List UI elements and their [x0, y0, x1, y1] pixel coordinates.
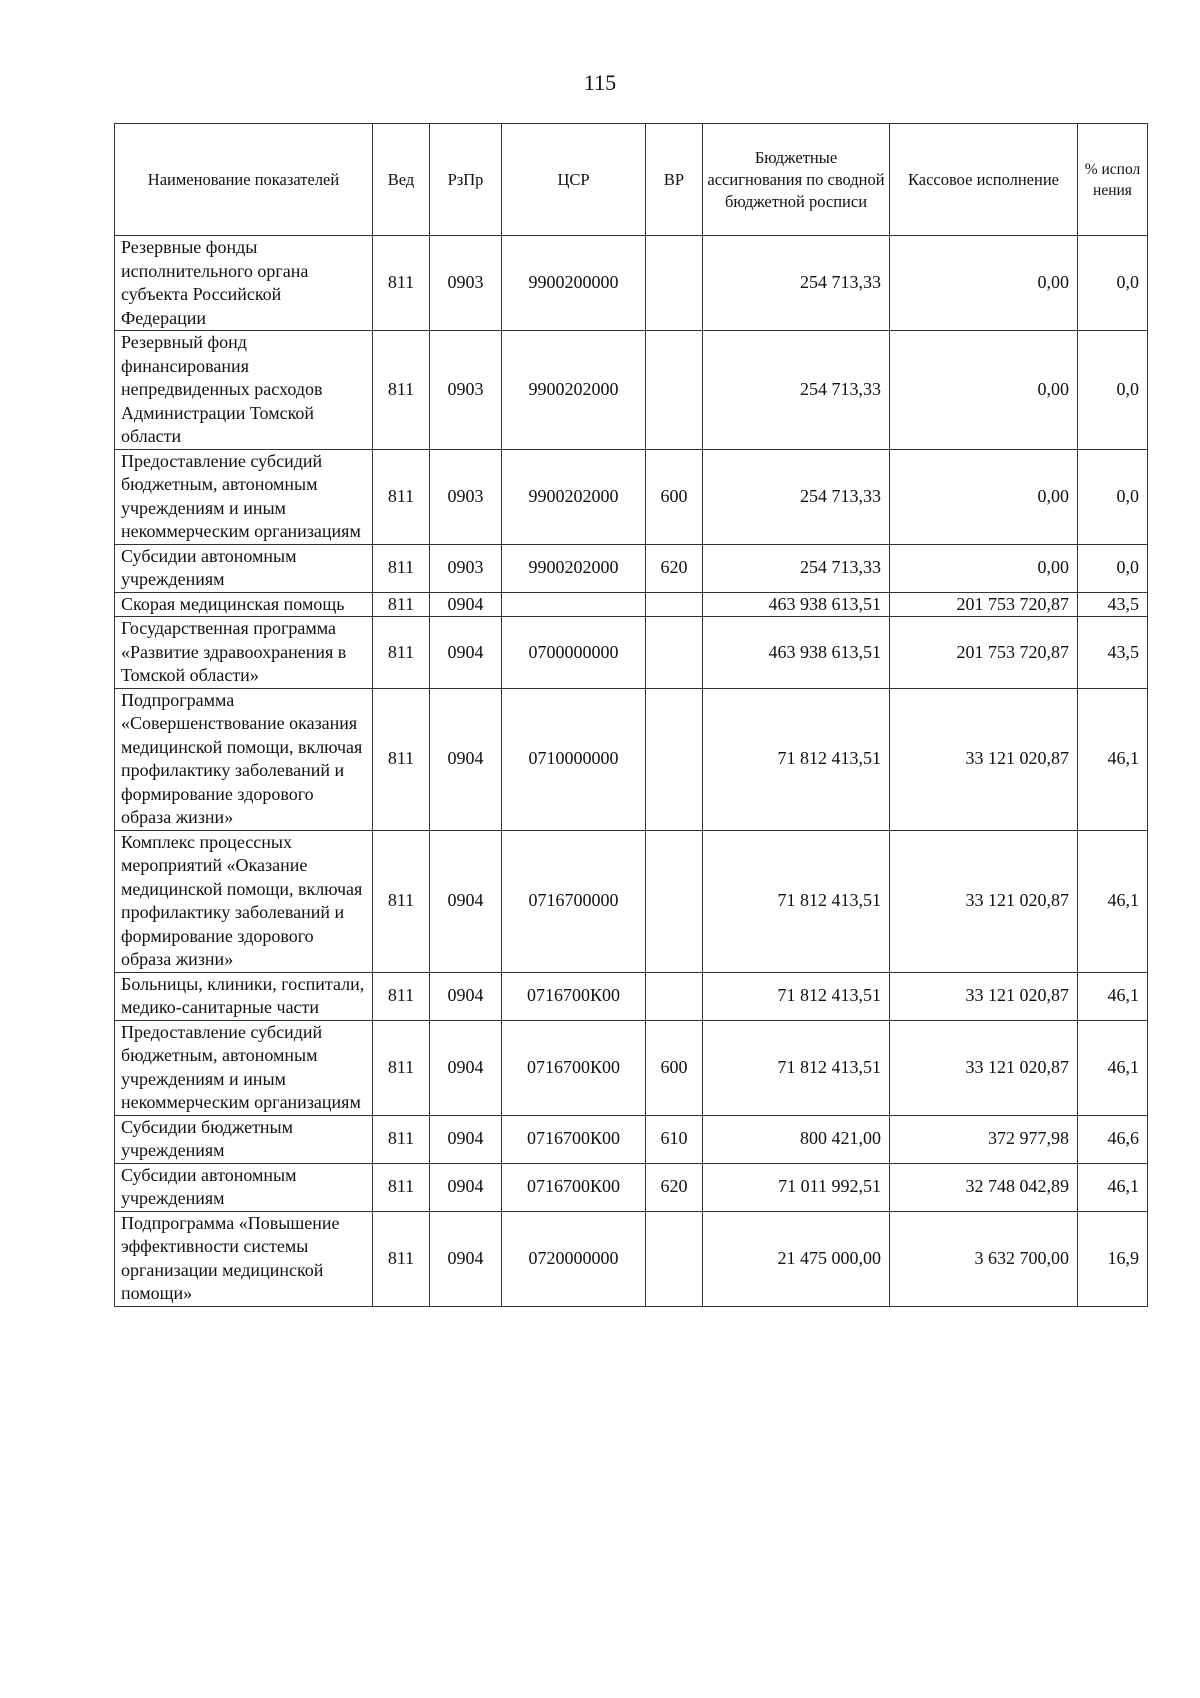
header-execution: Кассовое исполнение	[890, 124, 1078, 236]
cell-name: Государственная программа «Развитие здравоохранения в Томской области»	[115, 617, 373, 689]
cell-name: Субсидии бюджетным учреждениям	[115, 1115, 373, 1163]
cell-vr: 620	[646, 544, 703, 592]
page-number: 115	[583, 70, 617, 95]
cell-name: Субсидии автономным учреждениям	[115, 544, 373, 592]
table-row	[115, 972, 1148, 1020]
table-row	[115, 449, 1148, 544]
cell-assignments: 21 475 000,00	[703, 1211, 890, 1306]
cell-ved: 811	[373, 449, 430, 544]
cell-csr: 0716700К00	[502, 972, 646, 1020]
table-row	[115, 617, 1148, 689]
cell-ved: 811	[373, 544, 430, 592]
cell-execution: 3 632 700,00	[890, 1211, 1078, 1306]
cell-vr	[646, 236, 703, 331]
table-row	[115, 1163, 1148, 1211]
header-vr: ВР	[646, 124, 703, 236]
cell-rzpr: 0904	[430, 1211, 502, 1306]
cell-execution: 33 121 020,87	[890, 972, 1078, 1020]
table-row	[115, 1115, 1148, 1163]
cell-csr: 0716700К00	[502, 1163, 646, 1211]
cell-vr: 600	[646, 1020, 703, 1115]
cell-percent: 46,6	[1078, 1115, 1148, 1163]
cell-execution: 0,00	[890, 331, 1078, 450]
cell-rzpr: 0904	[430, 1020, 502, 1115]
cell-rzpr: 0903	[430, 449, 502, 544]
header-ved: Вед	[373, 124, 430, 236]
cell-assignments: 254 713,33	[703, 544, 890, 592]
cell-execution: 33 121 020,87	[890, 830, 1078, 972]
cell-ved: 811	[373, 830, 430, 972]
cell-vr	[646, 331, 703, 450]
cell-name: Подпрограмма «Повышение эффективности системы организации медицинской помощи»	[115, 1211, 373, 1306]
cell-percent: 0,0	[1078, 236, 1148, 331]
cell-ved: 811	[373, 1020, 430, 1115]
cell-name: Резервные фонды исполнительного органа субъекта Российской Федерации	[115, 236, 373, 331]
table-row	[115, 544, 1148, 592]
cell-rzpr: 0904	[430, 1163, 502, 1211]
header-assignments: Бюджетные ассигнования по сводной бюджетной росписи	[703, 124, 890, 236]
cell-rzpr: 0904	[430, 830, 502, 972]
cell-rzpr: 0904	[430, 1115, 502, 1163]
cell-percent: 0,0	[1078, 544, 1148, 592]
cell-vr	[646, 592, 703, 617]
table-row	[115, 1020, 1148, 1115]
cell-percent: 46,1	[1078, 1163, 1148, 1211]
cell-execution: 372 977,98	[890, 1115, 1078, 1163]
cell-assignments: 71 812 413,51	[703, 1020, 890, 1115]
cell-vr	[646, 688, 703, 830]
cell-percent: 46,1	[1078, 972, 1148, 1020]
cell-percent: 16,9	[1078, 1211, 1148, 1306]
cell-name: Комплекс процессных мероприятий «Оказание медицинской помощи, включая профилактику заболеваний и формирование здорового образа жизни»	[115, 830, 373, 972]
cell-rzpr: 0904	[430, 592, 502, 617]
cell-rzpr: 0903	[430, 331, 502, 450]
cell-percent: 46,1	[1078, 830, 1148, 972]
table-row	[115, 331, 1148, 450]
cell-csr: 0720000000	[502, 1211, 646, 1306]
cell-execution: 201 753 720,87	[890, 592, 1078, 617]
table-row	[115, 830, 1148, 972]
cell-percent: 0,0	[1078, 331, 1148, 450]
cell-ved: 811	[373, 592, 430, 617]
cell-ved: 811	[373, 1211, 430, 1306]
cell-execution: 33 121 020,87	[890, 1020, 1078, 1115]
cell-rzpr: 0904	[430, 972, 502, 1020]
cell-ved: 811	[373, 236, 430, 331]
cell-percent: 43,5	[1078, 617, 1148, 689]
cell-assignments: 71 812 413,51	[703, 830, 890, 972]
cell-vr	[646, 972, 703, 1020]
table-row	[115, 688, 1148, 830]
cell-csr: 0716700К00	[502, 1115, 646, 1163]
cell-csr: 9900202000	[502, 331, 646, 450]
cell-name: Подпрограмма «Совершенствование оказания медицинской помощи, включая профилактику заболеваний и формирование здорового образа жизни»	[115, 688, 373, 830]
table-row	[115, 1211, 1148, 1306]
cell-assignments: 254 713,33	[703, 331, 890, 450]
cell-assignments: 71 812 413,51	[703, 972, 890, 1020]
cell-percent: 43,5	[1078, 592, 1148, 617]
cell-execution: 0,00	[890, 449, 1078, 544]
cell-vr: 600	[646, 449, 703, 544]
header-row	[115, 124, 1148, 236]
table-row	[115, 236, 1148, 331]
cell-rzpr: 0904	[430, 617, 502, 689]
cell-name: Субсидии автономным учреждениям	[115, 1163, 373, 1211]
cell-assignments: 463 938 613,51	[703, 592, 890, 617]
cell-rzpr: 0903	[430, 236, 502, 331]
cell-rzpr: 0904	[430, 688, 502, 830]
cell-execution: 201 753 720,87	[890, 617, 1078, 689]
budget-table	[114, 123, 1148, 1307]
cell-rzpr: 0903	[430, 544, 502, 592]
cell-vr	[646, 1211, 703, 1306]
cell-csr: 9900202000	[502, 544, 646, 592]
cell-name: Резервный фонд финансирования непредвиденных расходов Администрации Томской области	[115, 331, 373, 450]
cell-assignments: 463 938 613,51	[703, 617, 890, 689]
cell-ved: 811	[373, 688, 430, 830]
cell-csr: 0716700К00	[502, 1020, 646, 1115]
cell-ved: 811	[373, 1163, 430, 1211]
cell-assignments: 254 713,33	[703, 236, 890, 331]
cell-name: Предоставление субсидий бюджетным, автономным учреждениям и иным некоммерческим организациям	[115, 449, 373, 544]
cell-assignments: 71 812 413,51	[703, 688, 890, 830]
cell-name: Предоставление субсидий бюджетным, автономным учреждениям и иным некоммерческим организациям	[115, 1020, 373, 1115]
header-name: Наименование показателей	[115, 124, 373, 236]
cell-name: Скорая медицинская помощь	[115, 592, 373, 617]
cell-csr: 9900200000	[502, 236, 646, 331]
table-row	[115, 592, 1148, 617]
cell-assignments: 254 713,33	[703, 449, 890, 544]
cell-assignments: 71 011 992,51	[703, 1163, 890, 1211]
cell-name: Больницы, клиники, госпитали, медико-санитарные части	[115, 972, 373, 1020]
cell-vr: 610	[646, 1115, 703, 1163]
cell-execution: 0,00	[890, 236, 1078, 331]
cell-assignments: 800 421,00	[703, 1115, 890, 1163]
cell-csr: 0710000000	[502, 688, 646, 830]
cell-csr: 0700000000	[502, 617, 646, 689]
cell-csr: 9900202000	[502, 449, 646, 544]
header-csr: ЦСР	[502, 124, 646, 236]
cell-vr	[646, 830, 703, 972]
cell-vr: 620	[646, 1163, 703, 1211]
cell-percent: 46,1	[1078, 1020, 1148, 1115]
cell-percent: 46,1	[1078, 688, 1148, 830]
cell-execution: 0,00	[890, 544, 1078, 592]
cell-percent: 0,0	[1078, 449, 1148, 544]
cell-csr	[502, 592, 646, 617]
cell-execution: 33 121 020,87	[890, 688, 1078, 830]
header-percent: % испол нения	[1078, 124, 1148, 236]
cell-ved: 811	[373, 1115, 430, 1163]
cell-csr: 0716700000	[502, 830, 646, 972]
cell-ved: 811	[373, 972, 430, 1020]
cell-ved: 811	[373, 617, 430, 689]
header-rzpr: РзПр	[430, 124, 502, 236]
cell-vr	[646, 617, 703, 689]
cell-ved: 811	[373, 331, 430, 450]
cell-execution: 32 748 042,89	[890, 1163, 1078, 1211]
